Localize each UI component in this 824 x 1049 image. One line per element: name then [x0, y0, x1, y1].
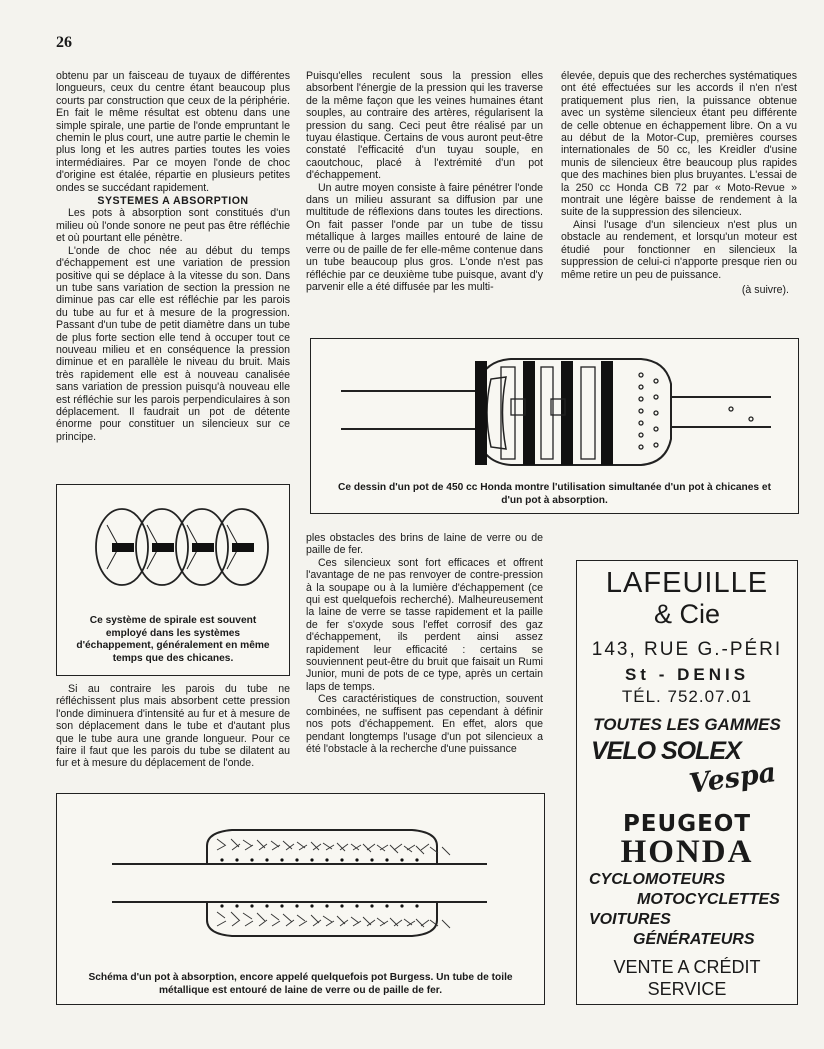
section-heading: SYSTEMES A ABSORPTION: [97, 195, 249, 208]
ad-brand-vespa: Vespa: [687, 757, 778, 800]
paragraph: obtenu par un faisceau de tuyaux de différentes longueurs, ceux du centre étant beaucoup plus courts par construction que ceux de la périphérie. En fait le même résultat est obtenu dans une simple spirale, une partie de l'onde empruntant le chemin le plus court, une autre partie le chemin le plus long et les autres parties toutes les voies intermédiaires. Par ce moyen l'onde de choc d'origine est étalée, répartie en plusieurs petites ondes se succédant rapidement.: [56, 70, 290, 194]
paragraph: Ces caractéristiques de construction, souvent combinées, ne suffisent pas cependant à définir nos pots d'échappement. En effet, alors que pendant longtemps l'usage d'un pot silencieux a été l'obstacle à la recherche d'une puissance: [306, 693, 543, 755]
column-1: [56, 70, 290, 443]
ad-city: St - DENIS: [624, 665, 750, 684]
paragraph: ples obstacles des brins de laine de verre ou de paille de fer.: [306, 532, 543, 557]
ad-address: 143, RUE G.-PÉRI: [591, 639, 783, 660]
burgess-drawing: [57, 794, 544, 944]
column-2-bottom: [306, 532, 543, 755]
ad-category: VOITURES: [589, 911, 671, 928]
spiral-drawing: [57, 485, 289, 605]
paragraph: Si au contraire les parois du tube ne réfléchissent plus mais absorbent cette pression l'onde diminuera d'intensité au fur et à mesure de son déplacement dans le tube et d'autant plus que le tube aura une grande longueur. Pour ce faire il faut que les parois du tube se dilatent au fur et à mesure du déplacement de l'onde.: [56, 683, 290, 770]
ad-tagline: TOUTES LES GAMMES: [593, 715, 781, 734]
ad-brand-solex: VELO SOLEX: [591, 737, 741, 765]
paragraph: Ces silencieux sont fort efficaces et offrent l'avantage de ne pas renvoyer de contre-pression à la soupape ou à la lumière d'échappement (ce qui est quelquefois recherché). Malheureusement la laine de verre se tasse rapidement et la paille de fer s'oxyde sous l'effet corrosif des gaz d'échappement, ils perdent ainsi assez rapidement leur efficacité : certains se souviennent peut-être du bruit que faisait un Rumi Junior, muni de pots de ce type, après un certain laps de temps.: [306, 556, 543, 693]
ad-company-name: LAFEUILLE: [605, 567, 769, 599]
figure-caption: Ce système de spirale est souvent employé dans les systèmes d'échappement, généralement en même temps que des chicanes.: [76, 615, 270, 664]
paragraph: élevée, depuis que des recherches systématiques ont été effectuées sur les accords il n'en n'est pratiquement plus rien, la puissance obtenue avec un système silencieux étant peu différente de celle obtenue en échappement libre. On a vu au début de la Motor-Cup, premières courses internationales de 50 cc, les Kreidler d'usine munis de silencieux être beaucoup plus rapides que des machines bien plus bruyantes. L'essai de la 250 cc Honda CB 72 par « Moto-Revue » montrait une légère baisse de rendement à la suite de la suppression des silencieux.: [561, 70, 797, 219]
paragraph: Puisqu'elles reculent sous la pression elles absorbent l'énergie de la pression qui les traverse de la même façon que les veines humaines étant souples, au contraire des artères, régularisent la pression du sang. Ceci peut être réalisé par un tuyau élastique. Certains de vous auront peut-être constaté l'efficacité d'un tuyau souple, en caoutchouc, placé à l'extrémité d'un pot d'échappement.: [306, 70, 543, 182]
continued-note: (à suivre).: [741, 283, 789, 296]
figure-honda-muffler: [310, 338, 799, 514]
column-2: [306, 70, 543, 293]
paragraph: Les pots à absorption sont constitués d'un milieu où l'onde sonore ne peut pas être réfléchie et où pourtant elle pénètre.: [56, 207, 290, 245]
figure-burgess: [56, 793, 545, 1005]
advertisement: [576, 560, 798, 1005]
ad-category: MOTOCYCLETTES: [637, 891, 780, 908]
honda-muffler-drawing: [311, 339, 798, 479]
ad-brand-peugeot: PEUGEOT: [622, 811, 752, 837]
page-number: 26: [56, 34, 72, 51]
paragraph: Ainsi l'usage d'un silencieux n'est plus un obstacle au rendement, et lorsqu'un moteur est étudié pour fonctionner en silencieux la suppression de celui-ci n'apporte presque rien ou même retire un peu de puissance.: [561, 218, 797, 281]
ad-phone: TÉL. 752.07.01: [621, 687, 753, 706]
ad-category: CYCLOMOTEURS: [589, 871, 725, 888]
figure-caption: Schéma d'un pot à absorption, encore appelé quelquefois pot Burgess. Un tube de toile métallique est entouré de laine de verre ou de paille de fer.: [88, 972, 513, 996]
ad-category: GÉNÉRATEURS: [633, 931, 755, 948]
figure-spiral: [56, 484, 290, 676]
figure-caption: Ce dessin d'un pot de 450 cc Honda montre l'utilisation simultanée d'un pot à chicanes et d'un pot à absorption.: [338, 482, 771, 506]
column-3: [561, 70, 797, 296]
paragraph: L'onde de choc née au début du temps d'échappement est une variation de pression positive qui se déplace à la vitesse du son. Dans un tube sans variation de section la pression ne diminue pas car elle est réfléchie par les parois du tube au fur et à mesure de la progression. Passant d'un tube de petit diamètre dans un tube de plus forte section elle tend à occuper tout ce nouveau milieu et en conséquence la pression diminue et en parallèle le niveau du bruit. Mais très rapidement elle est à nouveau canalisée sans variation de pression puisqu'à nouveau elle est réfléchie sur les parois perpendiculaires à son déplacement. Il faudrait un pot de détente énorme pour constituer un silencieux sur ce principe.: [56, 244, 290, 443]
ad-service: SERVICE: [647, 979, 727, 999]
ad-brand-honda: HONDA: [620, 834, 754, 870]
paragraph: Un autre moyen consiste à faire pénétrer l'onde dans un milieu assurant sa diffusion par une multitude de réflexions dans toutes les directions. On fait passer l'onde par un tube de tissu métallique à larges mailles entouré de laine de verre ou de paille de fer elle-même contenue dans un tube beaucoup plus gros. L'onde n'est pas réfléchie par ce deuxième tube puisque, avant d'y parvenir elle a été diffusée par les multi-: [306, 181, 543, 293]
column-1-bottom: [56, 683, 290, 770]
ad-company-suffix: & Cie: [653, 599, 721, 629]
ad-credit: VENTE A CRÉDIT: [613, 957, 761, 977]
